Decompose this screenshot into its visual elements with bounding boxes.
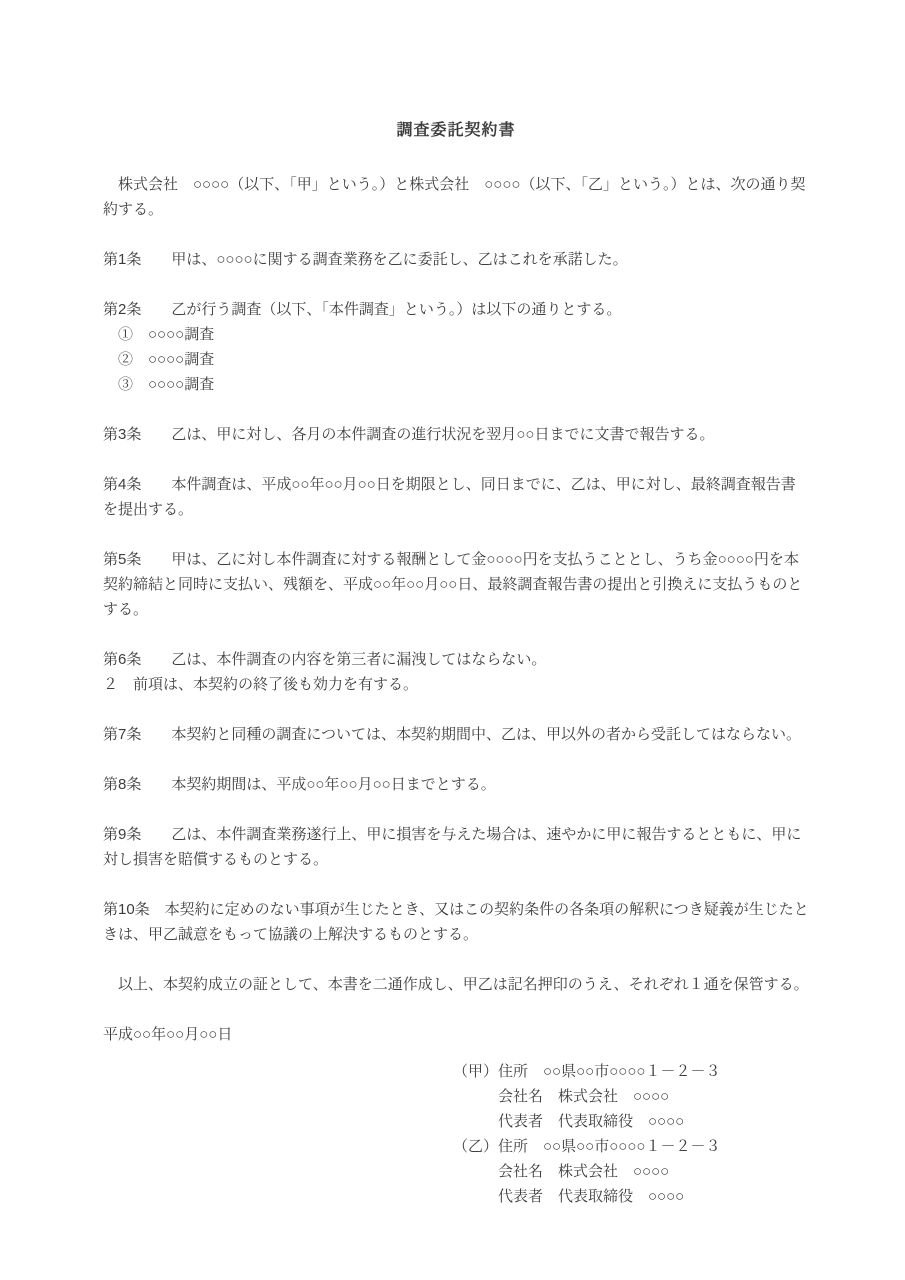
paragraph — [103, 647, 809, 697]
paragraph-line: 第9条 乙は、本件調査業務遂行上、甲に損害を与えた場合は、速やかに甲に報告するとともに、甲に対し損害を賠償するものとする。 — [103, 826, 802, 868]
paragraph — [103, 547, 809, 622]
paragraph-line: 第2条 乙が行う調査（以下、「本件調査」という。）は以下の通りとする。 — [103, 301, 622, 318]
paragraph-line: 第10条 本契約に定めのない事項が生じたとき、又はこの契約条件の各条項の解釈につき疑義が生じたときは、甲乙誠意をもって協議の上解決するものとする。 — [103, 901, 809, 943]
paragraph — [103, 297, 809, 397]
signature-block — [453, 1059, 809, 1209]
paragraph-line: 以上、本契約成立の証として、本書を二通作成し、甲乙は記名押印のうえ、それぞれ１通を保管する。 — [103, 976, 809, 993]
signature-line: 代表者 代表取締役 ○○○○ — [453, 1188, 685, 1205]
paragraph — [103, 172, 809, 222]
document-body — [103, 172, 809, 997]
paragraph-line: ② ○○○○調査 — [103, 351, 215, 368]
contract-date-text: 平成○○年○○月○○日 — [103, 1026, 233, 1043]
signature-line: （甲）住所 ○○県○○市○○○○１－２－３ — [453, 1063, 721, 1080]
paragraph — [103, 247, 809, 272]
paragraph-line: ２ 前項は、本契約の終了後も効力を有する。 — [103, 676, 419, 693]
paragraph — [103, 472, 809, 522]
paragraph-line: 第3条 乙は、甲に対し、各月の本件調査の進行状況を翌月○○日までに文書で報告する。 — [103, 426, 715, 443]
paragraph — [103, 897, 809, 947]
signature-line: 代表者 代表取締役 ○○○○ — [453, 1113, 685, 1130]
paragraph-line: 第8条 本契約期間は、平成○○年○○月○○日までとする。 — [103, 776, 496, 793]
paragraph — [103, 972, 809, 997]
paragraph-line: 第5条 甲は、乙に対し本件調査に対する報酬として金○○○○円を支払うこととし、うち金○○○○円を本契約締結と同時に支払い、残額を、平成○○年○○月○○日、最終調査報告書の提出と引換えに支払うものとする。 — [103, 551, 803, 618]
paragraph-line: 株式会社 ○○○○（以下、「甲」という。）と株式会社 ○○○○（以下、「乙」という。）とは、次の通り契約する。 — [103, 176, 806, 218]
paragraph — [103, 772, 809, 797]
document-title: 調査委託契約書 — [396, 122, 516, 139]
paragraph — [103, 822, 809, 872]
paragraph-line: 第1条 甲は、○○○○に関する調査業務を乙に委託し、乙はこれを承諾した。 — [103, 251, 628, 268]
signature-line: 会社名 株式会社 ○○○○ — [453, 1163, 670, 1180]
signature-line: （乙）住所 ○○県○○市○○○○１－２－３ — [453, 1138, 721, 1155]
paragraph-line: ③ ○○○○調査 — [103, 376, 215, 393]
signature-line: 会社名 株式会社 ○○○○ — [453, 1088, 670, 1105]
paragraph — [103, 722, 809, 747]
paragraph — [103, 422, 809, 447]
paragraph-line: ① ○○○○調査 — [103, 326, 215, 343]
contract-date — [103, 1022, 809, 1047]
paragraph-line: 第7条 本契約と同種の調査については、本契約期間中、乙は、甲以外の者から受託してはならない。 — [103, 726, 802, 743]
paragraph-line: 第6条 乙は、本件調査の内容を第三者に漏洩してはならない。 — [103, 651, 547, 668]
paragraph-line: 第4条 本件調査は、平成○○年○○月○○日を期限とし、同日までに、乙は、甲に対し、最終調査報告書を提出する。 — [103, 476, 796, 518]
contract-document — [103, 118, 809, 1209]
